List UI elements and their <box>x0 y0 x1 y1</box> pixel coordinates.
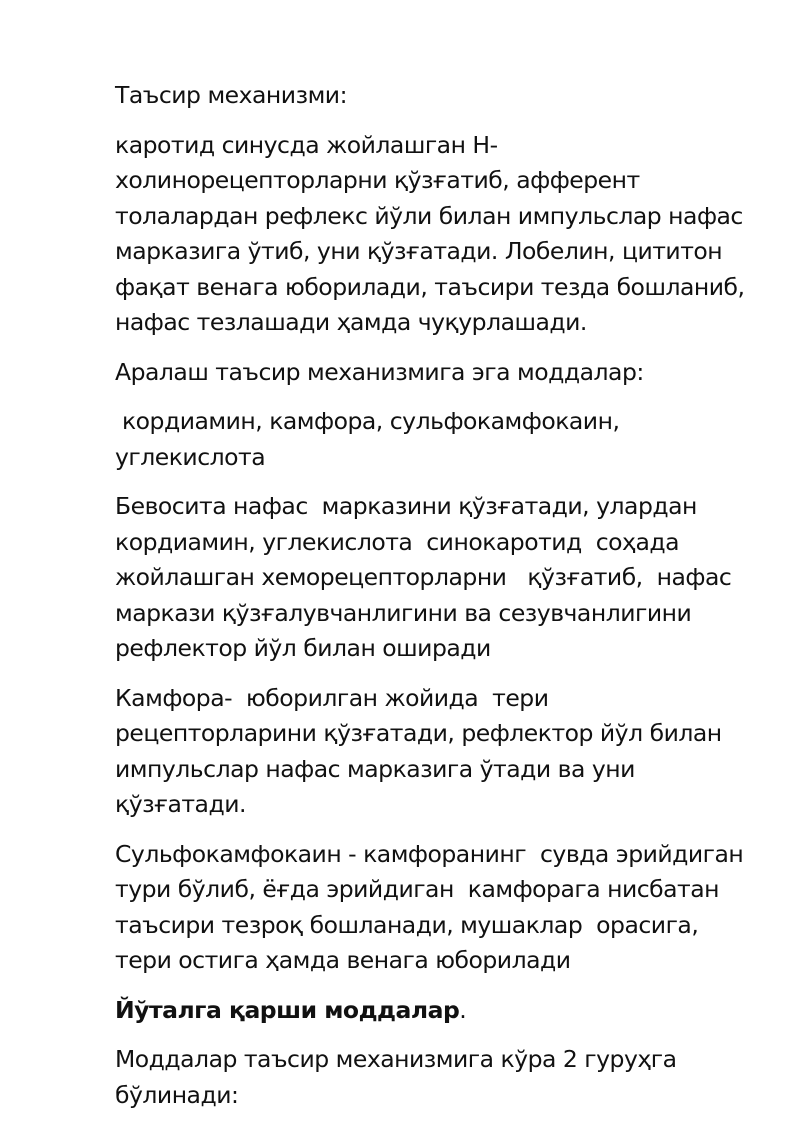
paragraph-substances-list: кордиамин, камфора, сульфокамфокаин, углекислота <box>115 407 627 471</box>
document-page <box>115 78 755 1127</box>
antitussive-heading <box>115 993 755 1029</box>
paragraph-sulfocamphocaine: Сульфокамфокаин - камфоранинг сувда эрийдиган тури бўлиб, ёғда эрийдиган камфорага нисбатан таъсири тезроқ бошланади, мушаклар орасига, тери остига ҳамда венага юборилади <box>115 839 751 974</box>
section-title-mechanism: Таъсир механизми: <box>115 81 347 109</box>
paragraph-camphor: Камфора- юборилган жойида тери рецепторларини қўзғатади, рефлектор йўл билан импульслар нафас марказига ўтади ва уни қўзғатади. <box>115 683 729 818</box>
section-title-mixed-mechanism: Аралаш таъсир механизмига эга моддалар: <box>115 357 644 386</box>
paragraph-groups: Моддалар таъсир механизмига кўра 2 гуруҳга бўлинади: <box>115 1045 684 1109</box>
paragraph-direct-action: Бевосита нафас марказини қўзғатади, улардан кордиамин, углекислота синокаротид соҳада жойлашган хеморецепторларни қўзғатиб, нафас маркази қўзғалувчанлигини ва сезувчанлигини рефлектор йўл билан оширади <box>115 492 739 662</box>
antitussive-heading-tail: . <box>459 995 467 1024</box>
paragraph-carotid-sinus: каротид синусда жойлашган Н-холинорецепторларни қўзғатиб, афферент толалардан рефлекс йўли билан импульслар нафас марказига ўтиб, уни қўзғатади. Лобелин, цититон фақат венага юборилади, таъсири тезда бошланиб, нафас тезлашади ҳамда чуқурлашади. <box>115 130 752 336</box>
antitussive-heading-bold: Йўталга қарши моддалар <box>115 995 460 1024</box>
